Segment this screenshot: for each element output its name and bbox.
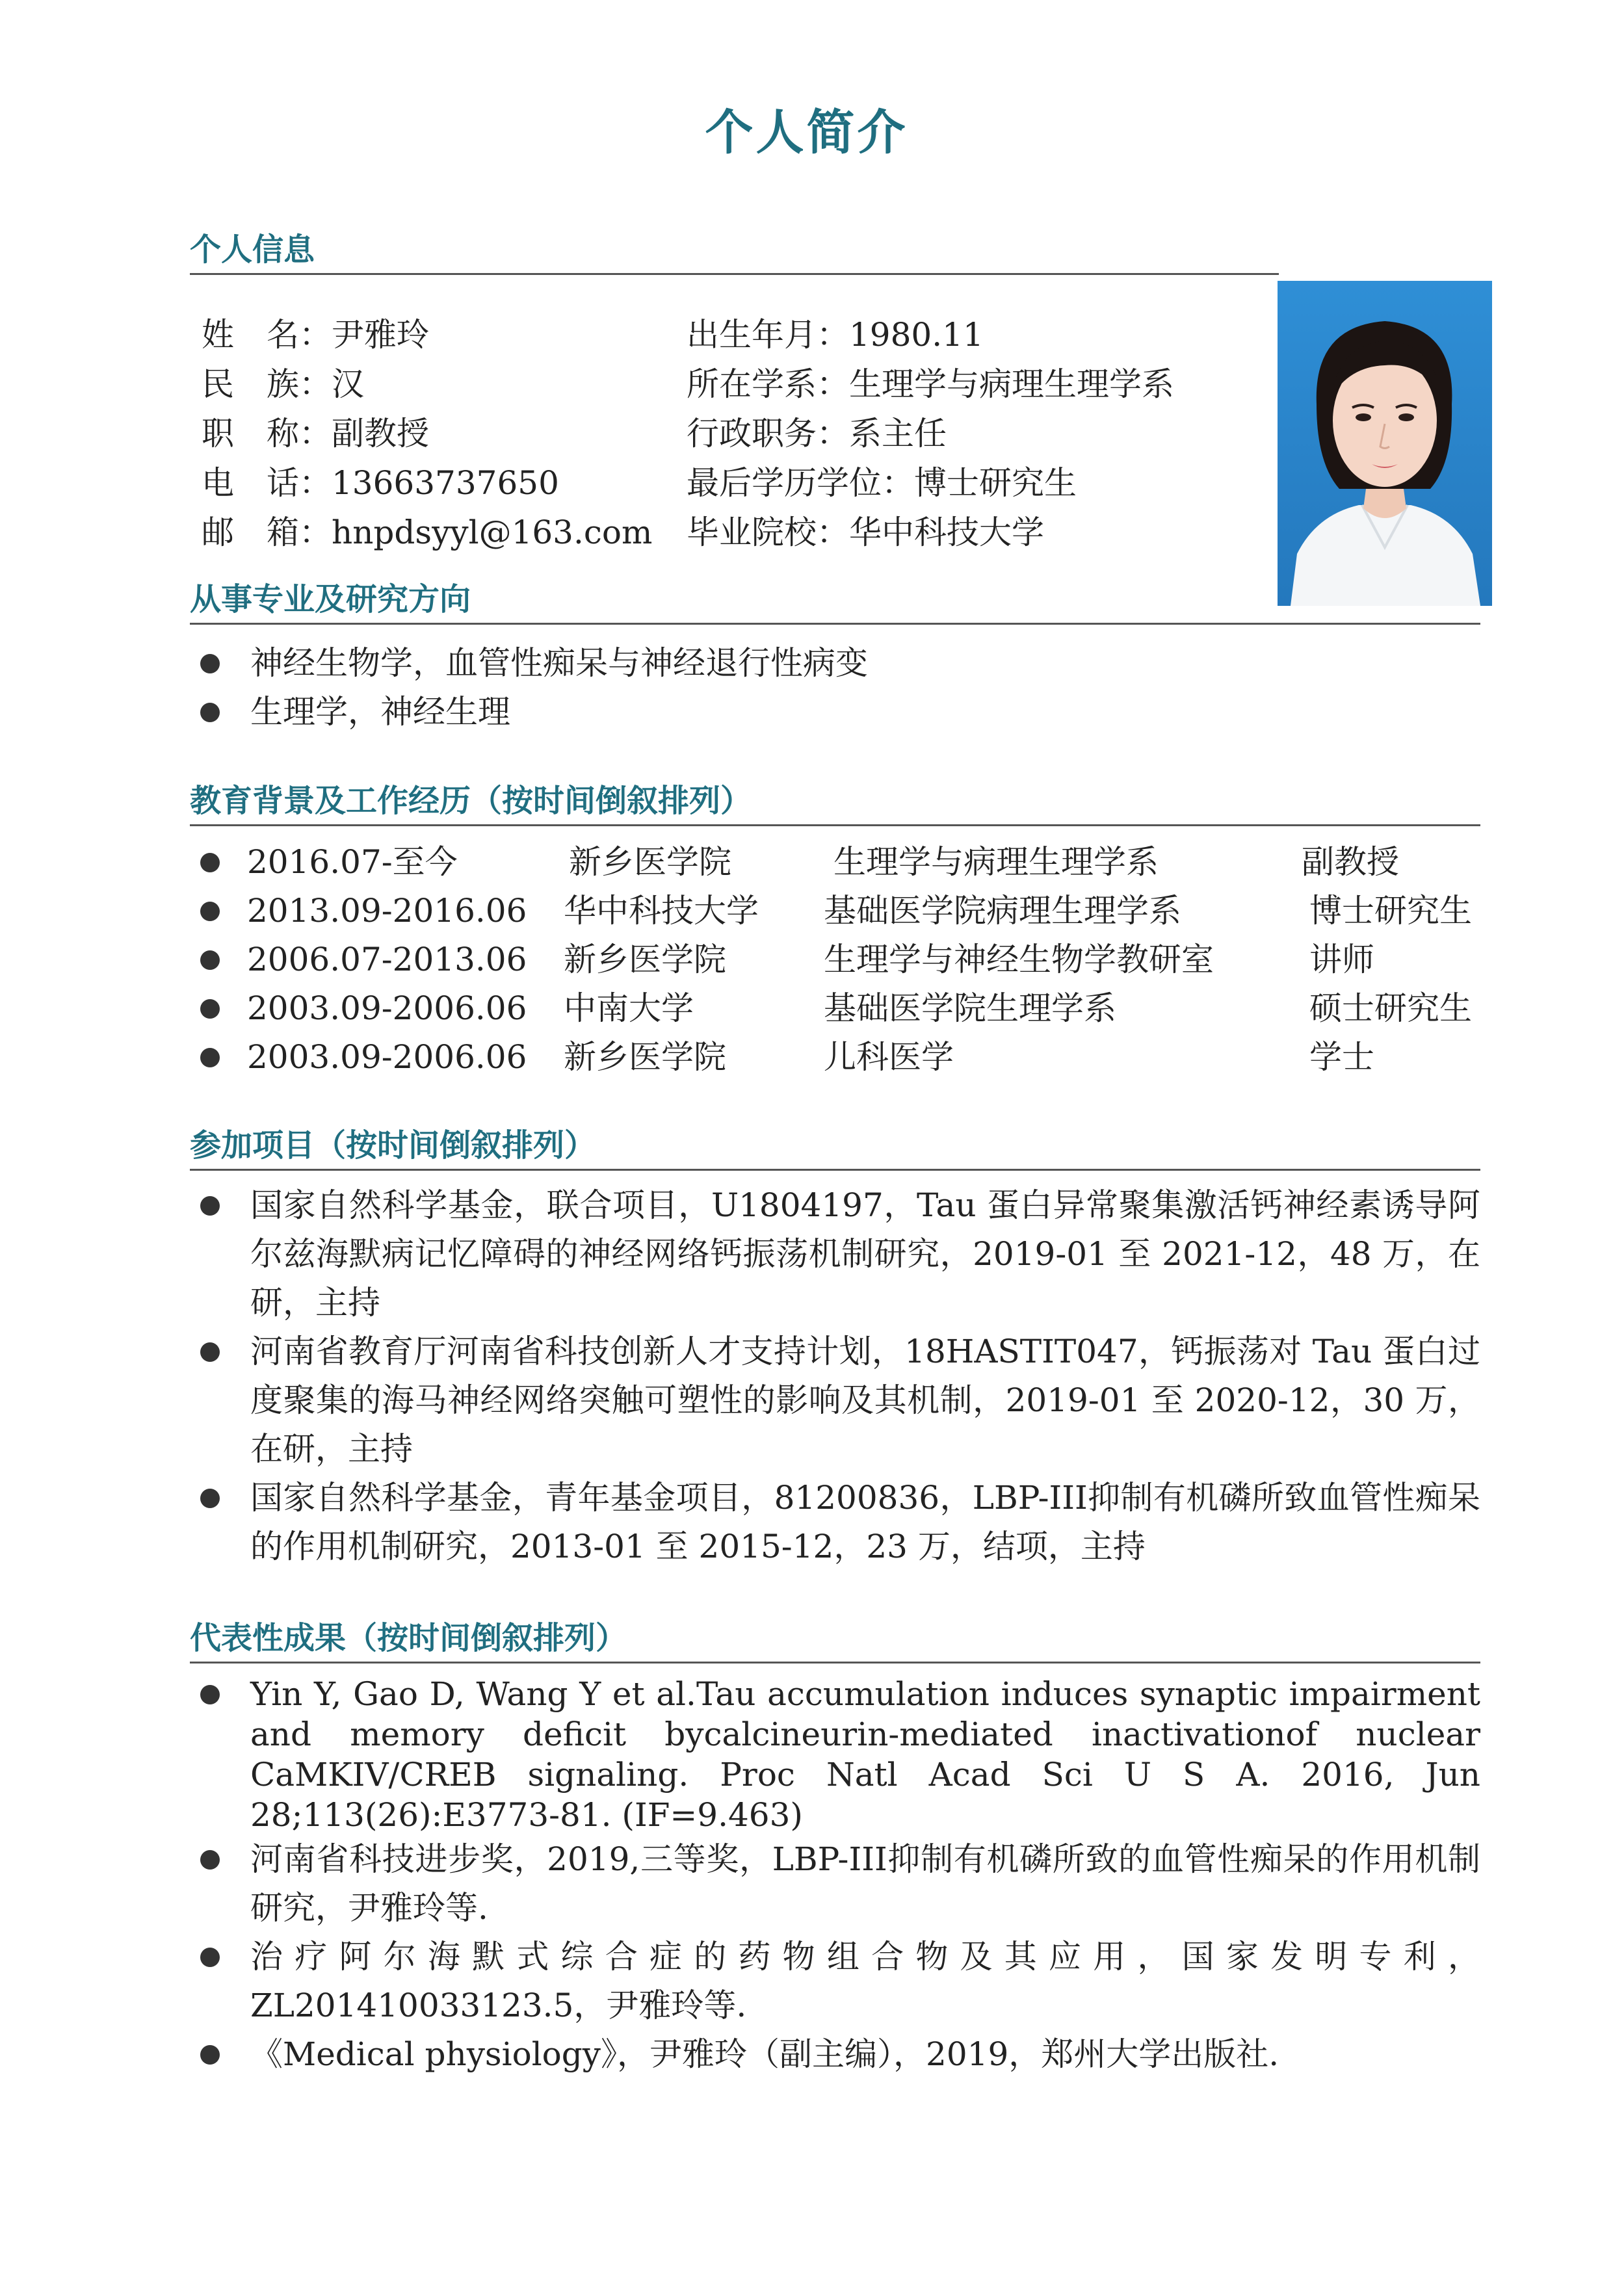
info-label: 电 话：	[202, 464, 332, 502]
list-item: Yin Y, Gao D, Wang Y et al.Tau accumulation induces synaptic impairment and memory deficit bycalcineurin-mediated inactivationof nuclear CaMKIV/CREB signaling. Proc Natl Acad Sci U S A. 2016, Jun 28;113(26):E3773-81. (IF=9.463)	[190, 1674, 1480, 1835]
info-value: 1980.11	[849, 316, 984, 354]
edu-period: 2013.09-2016.06	[247, 892, 527, 930]
info-label: 姓 名：	[202, 316, 332, 354]
info-title	[202, 414, 429, 453]
projects-list	[190, 1181, 1480, 1571]
info-birth	[687, 315, 984, 354]
info-phone	[202, 463, 559, 502]
info-value: 华中科技大学	[849, 514, 1044, 551]
edu-org: 新乡医学院	[564, 1038, 726, 1076]
info-label: 所在学系：	[687, 365, 849, 403]
research-list	[190, 639, 1480, 737]
info-value: 13663737650	[332, 464, 559, 502]
section-heading: 个人信息	[190, 229, 1279, 275]
section-heading: 教育背景及工作经历（按时间倒叙排列）	[190, 780, 1480, 826]
info-name	[202, 315, 429, 354]
education-row	[190, 887, 1480, 935]
info-value: hnpdsyyl@163.com	[332, 514, 653, 551]
info-school	[687, 513, 1044, 552]
info-label: 最后学历学位：	[687, 464, 914, 502]
edu-period: 2003.09-2006.06	[247, 989, 527, 1027]
info-label: 行政职务：	[687, 415, 849, 452]
info-value: 副教授	[332, 415, 429, 452]
edu-org: 新乡医学院	[569, 843, 731, 881]
info-value: 汉	[332, 365, 364, 403]
edu-dept: 生理学与神经生物学教研室	[824, 941, 1214, 978]
education-row	[190, 1033, 1480, 1082]
section-projects	[190, 1125, 1480, 1571]
info-label: 毕业院校：	[687, 514, 849, 551]
edu-role: 讲师	[1309, 941, 1374, 978]
edu-period: 2006.07-2013.06	[247, 941, 527, 978]
section-education	[190, 780, 1480, 1082]
edu-org: 华中科技大学	[564, 892, 759, 930]
section-research	[190, 579, 1480, 737]
edu-period: 2016.07-至今	[247, 843, 458, 881]
info-value: 尹雅玲	[332, 316, 429, 354]
edu-role: 博士研究生	[1309, 892, 1472, 930]
info-ethnicity	[202, 365, 364, 404]
edu-role: 硕士研究生	[1309, 989, 1472, 1027]
info-label: 职 称：	[202, 415, 332, 452]
education-row	[190, 984, 1480, 1033]
edu-role: 学士	[1309, 1038, 1374, 1076]
info-email	[202, 513, 652, 552]
page-title: 个人简介	[705, 105, 908, 161]
edu-period: 2003.09-2006.06	[247, 1038, 527, 1076]
achievements-list	[190, 1674, 1480, 2079]
info-label: 邮 箱：	[202, 514, 332, 551]
list-item: 生理学，神经生理	[190, 688, 1480, 737]
info-department	[687, 365, 1174, 404]
info-value: 生理学与病理生理学系	[849, 365, 1174, 403]
section-heading: 从事专业及研究方向	[190, 579, 1480, 625]
list-item: 国家自然科学基金，青年基金项目，81200836，LBP-III抑制有机磷所致血管性痴呆的作用机制研究，2013-01 至 2015-12，23 万，结项，主持	[190, 1474, 1480, 1571]
portrait-photo	[1278, 281, 1492, 606]
education-list	[190, 838, 1480, 1082]
info-degree	[687, 463, 1077, 502]
info-value: 博士研究生	[914, 464, 1077, 502]
edu-dept: 基础医学院病理生理学系	[824, 892, 1181, 930]
list-item: 治疗阿尔海默式综合症的药物组合物及其应用，国家发明专利，ZL201410033123.5，尹雅玲等.	[190, 1933, 1480, 2030]
info-label: 民 族：	[202, 365, 332, 403]
list-item: 国家自然科学基金，联合项目，U1804197，Tau 蛋白异常聚集激活钙神经素诱导阿尔兹海默病记忆障碍的神经网络钙振荡机制研究，2019-01 至 2021-12，48 万，在研，主持	[190, 1181, 1480, 1327]
section-personal-info	[190, 229, 1480, 275]
list-item: 神经生物学，血管性痴呆与神经退行性病变	[190, 639, 1480, 688]
list-item: 河南省教育厅河南省科技创新人才支持计划，18HASTIT047，钙振荡对 Tau 蛋白过度聚集的海马神经网络突触可塑性的影响及其机制，2019-01 至 2020-12，30 万，在研，主持	[190, 1327, 1480, 1474]
edu-dept: 基础医学院生理学系	[824, 989, 1116, 1027]
edu-dept: 儿科医学	[824, 1038, 954, 1076]
edu-org: 新乡医学院	[564, 941, 726, 978]
info-label: 出生年月：	[687, 316, 849, 354]
info-value: 系主任	[849, 415, 947, 452]
section-achievements	[190, 1617, 1480, 2079]
list-item: 《Medical physiology》，尹雅玲（副主编），2019，郑州大学出版社.	[190, 2030, 1480, 2079]
list-item: 河南省科技进步奖，2019,三等奖，LBP-III抑制有机磷所致的血管性痴呆的作用机制研究，尹雅玲等.	[190, 1835, 1480, 1933]
edu-dept: 生理学与病理生理学系	[833, 843, 1159, 881]
edu-role: 副教授	[1302, 843, 1399, 881]
education-row	[190, 838, 1480, 887]
edu-org: 中南大学	[564, 989, 694, 1027]
education-row	[190, 935, 1480, 984]
info-position	[687, 414, 947, 453]
section-heading: 参加项目（按时间倒叙排列）	[190, 1125, 1480, 1171]
section-heading: 代表性成果（按时间倒叙排列）	[190, 1617, 1480, 1663]
